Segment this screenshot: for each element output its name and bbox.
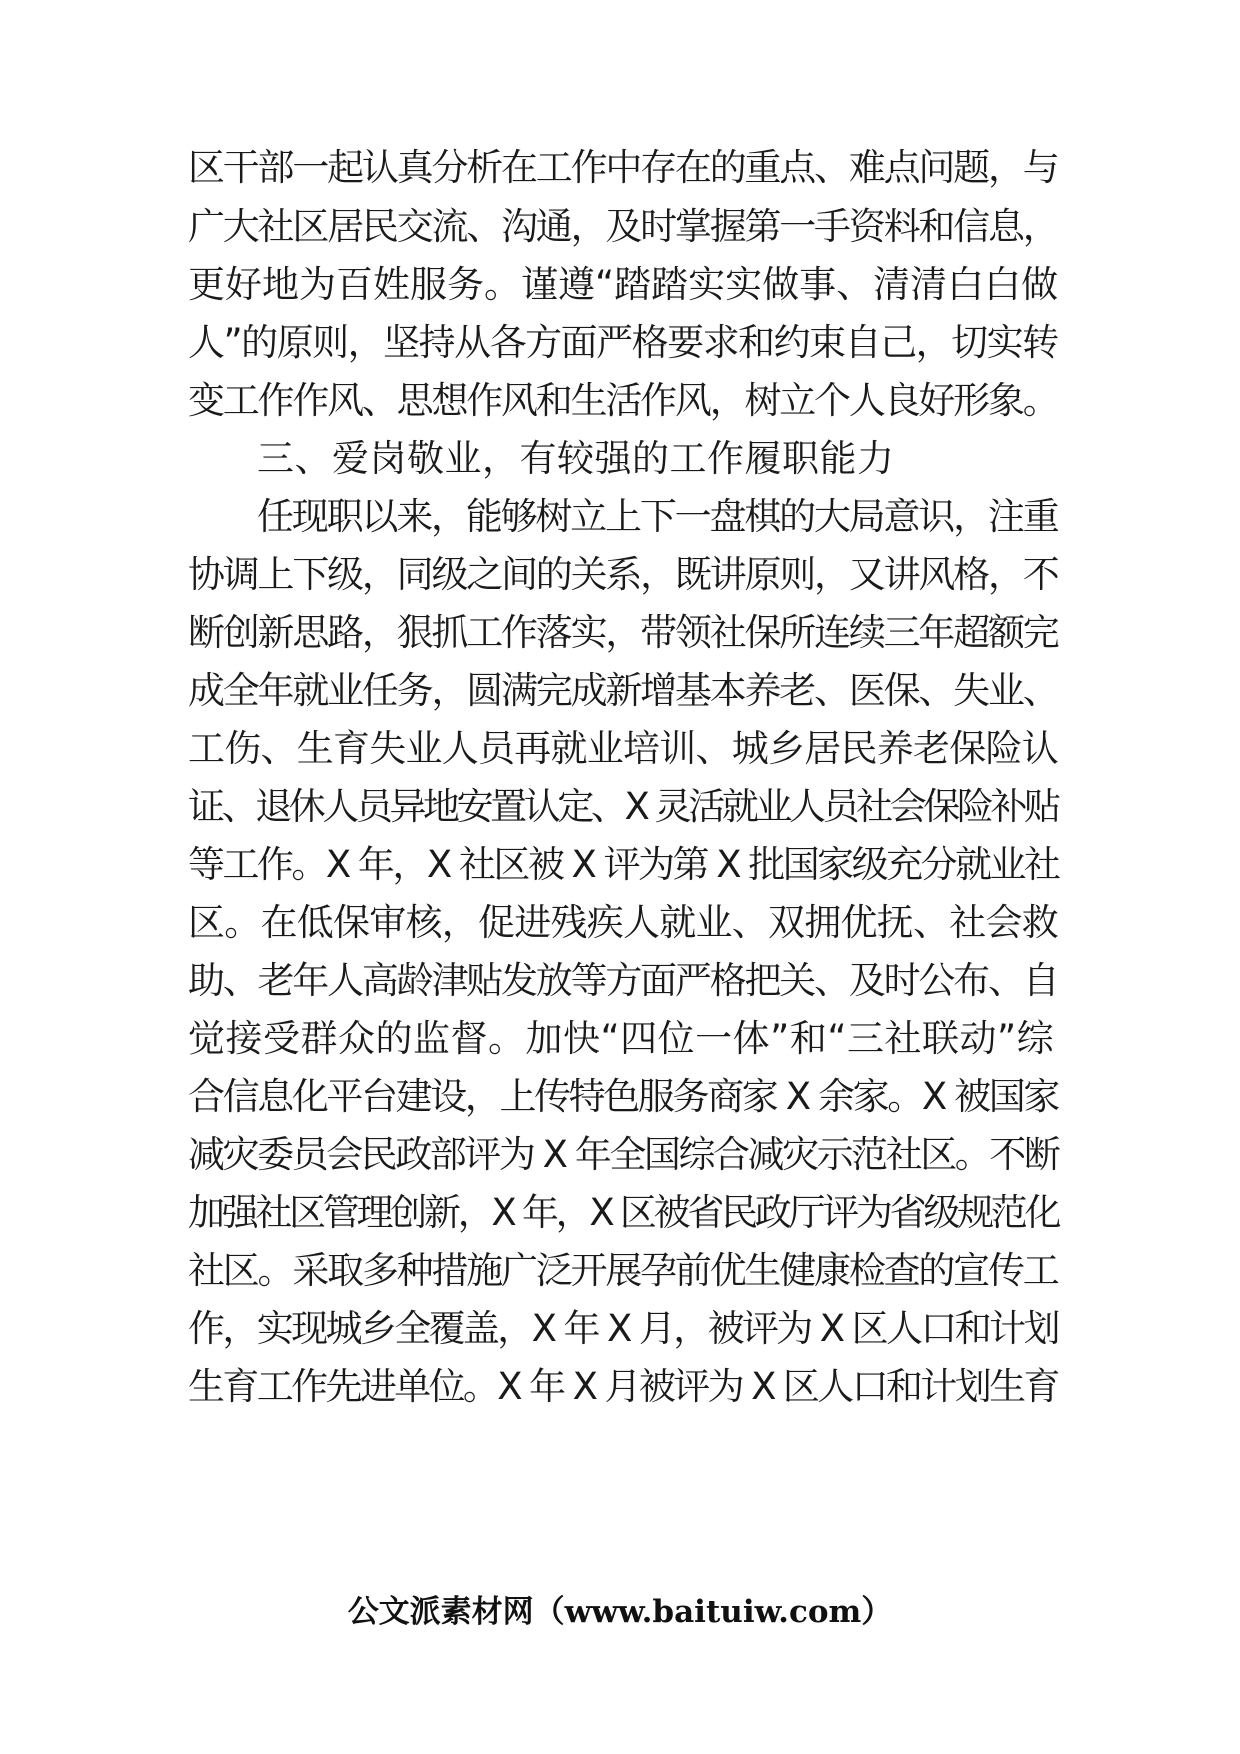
body-line-17: 合信息化平台建设，上传特色服务商家 X 余家。X 被国家 [188,1075,1058,1118]
body-line-21: 作，实现城乡全覆盖，X 年 X 月，被评为 X 区人口和计划 [188,1307,1058,1350]
body-line-18: 减灾委员会民政部评为 X 年全国综合减灾示范社区。不断 [188,1133,1059,1176]
body-line-16: 觉接受群众的监督。加快“四位一体”和“三社联动”综 [188,1017,1055,1060]
body-line-10: 成全年就业任务，圆满完成新增基本养老、医保、失业、 [188,669,1058,712]
footer-watermark: 公文派素材网（www.baituiw.com） [347,1594,893,1630]
body-line-8: 协调上下级，同级之间的关系，既讲原则，又讲风格，不 [188,553,1058,596]
body-line-3: 更好地为百姓服务。谨遵“踏踏实实做事、清清白白做 [188,263,1059,306]
body-line-14: 区。在低保审核，促进残疾人就业、双拥优抚、社会救 [188,901,1058,944]
body-line-9: 断创新思路，狠抓工作落实，带领社保所连续三年超额完 [188,611,1058,654]
body-line-1: 区干部一起认真分析在工作中存在的重点、难点问题，与 [188,146,1058,189]
body-line-2: 广大社区居民交流、沟通，及时掌握第一手资料和信息， [188,205,1058,248]
body-line-4: 人”的原则，坚持从各方面严格要求和约束自己，切实转 [188,321,1058,364]
section-heading: 三、爱岗敬业，有较强的工作履职能力 [257,437,895,480]
body-line-22: 生育工作先进单位。X 年 X 月被评为 X 区人口和计划生育 [188,1365,1058,1408]
body-line-13: 等工作。X 年，X 社区被 X 评为第 X 批国家级充分就业社 [188,843,1059,886]
body-line-19: 加强社区管理创新，X 年，X 区被省民政厅评为省级规范化 [188,1191,1059,1234]
body-line-5: 变工作作风、思想作风和生活作风，树立个人良好形象。 [188,379,1058,422]
body-line-15: 助、老年人高龄津贴发放等方面严格把关、及时公布、自 [188,959,1058,1002]
body-line-11: 工伤、生育失业人员再就业培训、城乡居民养老保险认 [188,727,1058,770]
body-line-20: 社区。采取多种措施广泛开展孕前优生健康检查的宣传工 [188,1249,1058,1292]
body-line-7: 任现职以来，能够树立上下一盘棋的大局意识，注重 [257,495,1058,538]
body-line-12: 证、退休人员异地安置认定、X 灵活就业人员社会保险补贴 [188,785,1058,828]
